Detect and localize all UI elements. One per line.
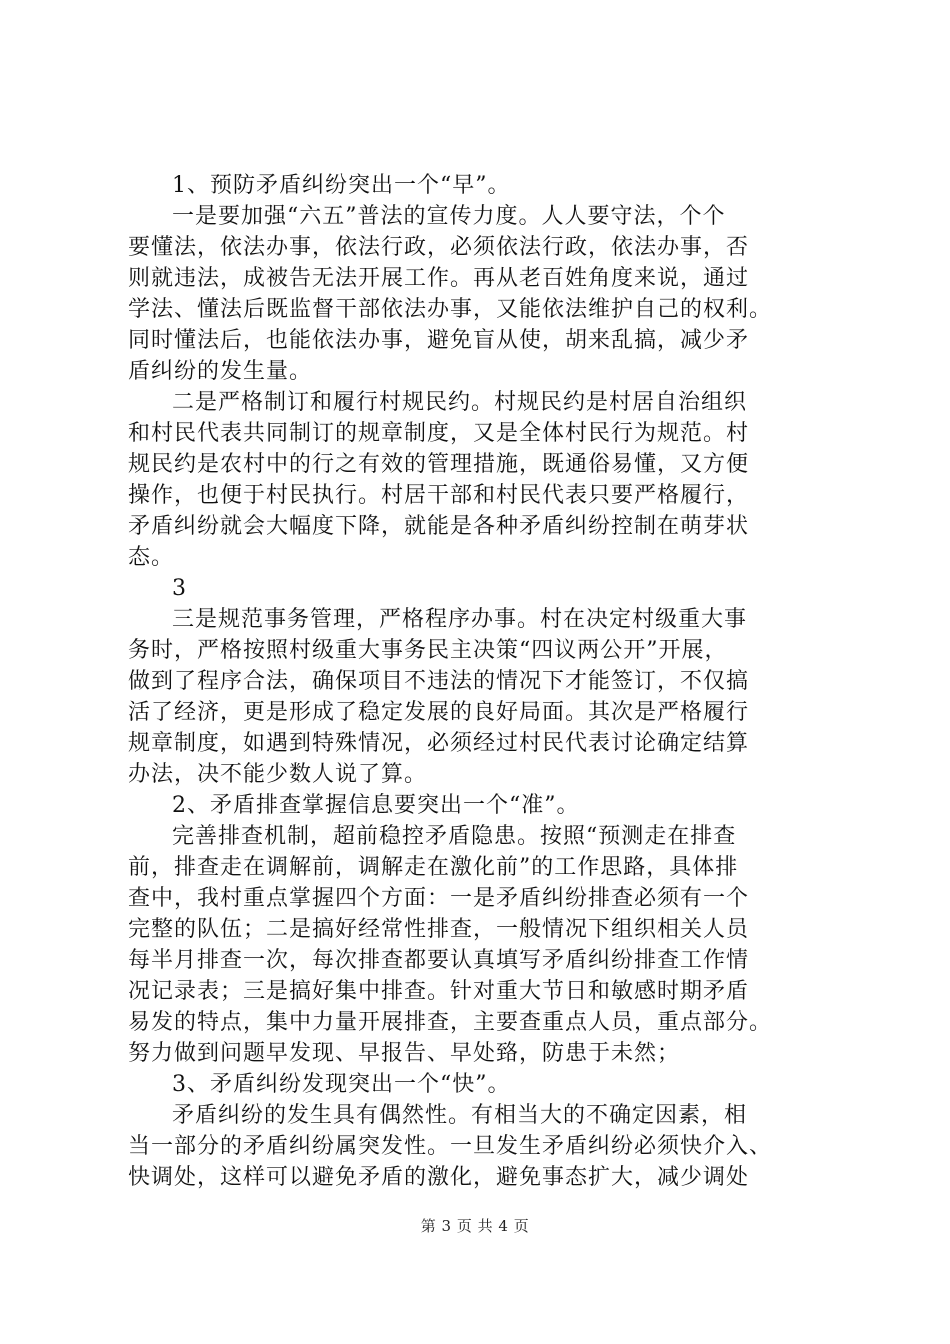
text-line: 每半月排查一次，每次排查都要认真填写矛盾纠纷排查工作情 [128,948,750,973]
text-line: 查中，我村重点掌握四个方面：一是矛盾纠纷排查必须有一个 [128,886,750,911]
text-line: 操作，也便于村民执行。村居干部和村民代表只要严格履行， [128,483,750,508]
text-line: 易发的特点，集中力量开展排查，主要查重点人员，重点部分。 [128,1010,773,1035]
text-line: 办法，决不能少数人说了算。 [128,762,428,787]
text-line: 同时懂法后，也能依法办事，避免盲从使，胡来乱搞，减少矛 [128,328,750,353]
text-line: 完善排查机制，超前稳控矛盾隐患。按照“预测走在排查 [172,824,737,849]
text-line: 矛盾纠纷的发生具有偶然性。有相当大的不确定因素，相 [172,1103,748,1128]
text-line: 三是规范事务管理，严格程序办事。村在决定村级重大事 [172,607,748,632]
text-line: 3、矛盾纠纷发现突出一个“快”。 [172,1072,511,1097]
text-line: 做到了程序合法，确保项目不违法的情况下才能签订，不仅搞 [128,669,750,694]
text-line: 努力做到问题早发现、早报告、早处臵，防患于未然； [128,1041,681,1066]
page-footer: 第 3 页 共 4 页 [420,1217,530,1235]
text-line: 矛盾纠纷就会大幅度下降，就能是各种矛盾纠纷控制在萌芽状 [128,514,750,539]
text-line: 3 [172,576,187,601]
text-line: 规章制度，如遇到特殊情况，必须经过村民代表讨论确定结算 [128,731,750,756]
text-line: 2、矛盾排查掌握信息要突出一个“准”。 [172,793,580,818]
text-line: 前，排查走在调解前，调解走在激化前”的工作思路，具体排 [128,855,739,880]
text-line: 要懂法，依法办事，依法行政，必须依法行政，依法办事，否 [128,235,750,260]
text-line: 完整的队伍；二是搞好经常性排查，一般情况下组织相关人员 [128,917,750,942]
text-line: 盾纠纷的发生量。 [128,359,313,384]
text-line: 活了经济，更是形成了稳定发展的良好局面。其次是严格履行 [128,700,750,725]
text-line: 1、预防矛盾纠纷突出一个“早”。 [172,173,511,198]
text-line: 二是严格制订和履行村规民约。村规民约是村居自治组织 [172,390,748,415]
text-line: 规民约是农村中的行之有效的管理措施，既通俗易懂，又方便 [128,452,750,477]
text-line: 况记录表；三是搞好集中排查。针对重大节日和敏感时期矛盾 [128,979,750,1004]
text-line: 和村民代表共同制订的规章制度，又是全体村民行为规范。村 [128,421,750,446]
text-line: 务时，严格按照村级重大事务民主决策“四议两公开”开展， [128,638,728,663]
text-line: 快调处，这样可以避免矛盾的激化，避免事态扩大，减少调处 [128,1165,750,1190]
document-body [128,170,848,1193]
text-line: 学法、懂法后既监督干部依法办事，又能依法维护自己的权利。 [128,297,773,322]
text-line: 当一部分的矛盾纠纷属突发性。一旦发生矛盾纠纷必须快介入、 [128,1134,773,1159]
text-line: 一是要加强“六五”普法的宣传力度。人人要守法，个个 [172,204,726,229]
text-line: 则就违法，成被告无法开展工作。再从老百姓角度来说，通过 [128,266,750,291]
text-line: 态。 [128,545,175,570]
